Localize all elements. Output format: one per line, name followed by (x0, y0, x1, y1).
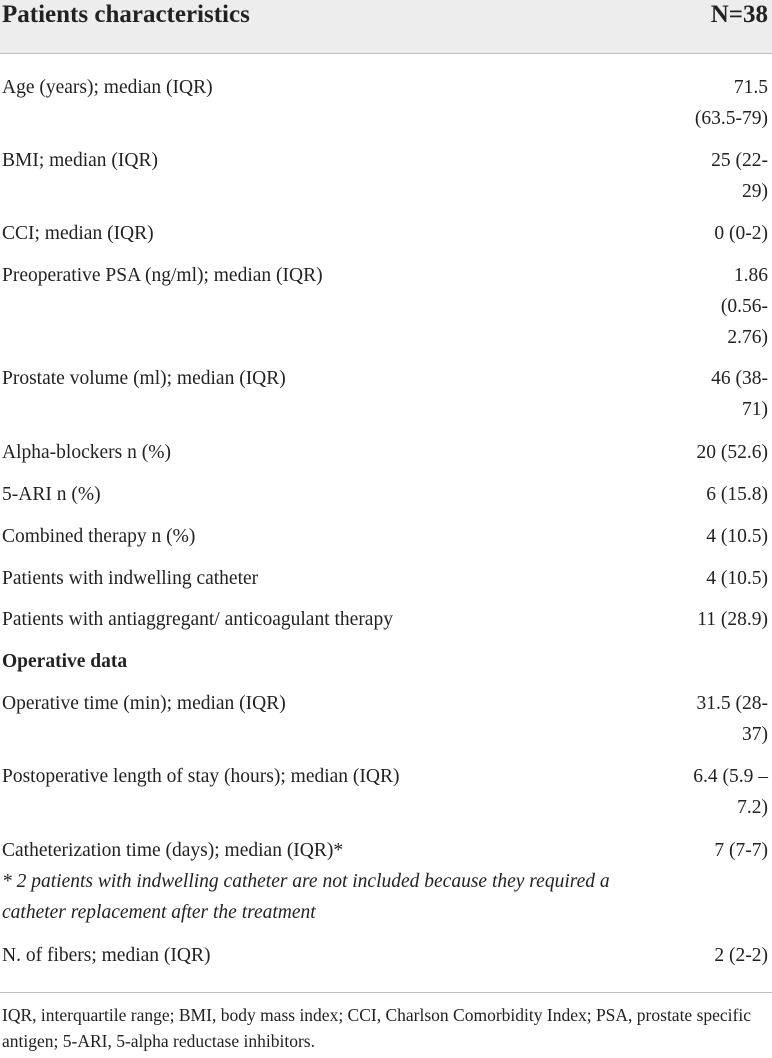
row-label: 5-ARI n (%) (2, 484, 101, 505)
table-bottom-rule (0, 992, 772, 993)
row-value: 7 (7-7) (714, 840, 768, 861)
row-label: Age (years); median (IQR) (2, 77, 213, 98)
row-label: Postoperative length of stay (hours); median (IQR) (2, 766, 400, 787)
row-value: 1.86 (0.56- 2.76) (720, 265, 768, 348)
row-value: 6 (15.8) (706, 484, 768, 505)
row-value: 0 (0-2) (714, 223, 768, 244)
row-label: Prostate volume (ml); median (IQR) (2, 368, 286, 389)
row-value: 31.5 (28- 37) (696, 693, 768, 745)
row-label: Patients with antiaggregant/ anticoagulant therapy (2, 609, 393, 630)
row-label: Combined therapy n (%) (2, 526, 196, 547)
row-label: Patients with indwelling catheter (2, 568, 259, 589)
row-value: 71.5 (63.5-79) (694, 77, 768, 129)
row-value: 25 (22- 29) (711, 150, 768, 202)
row-label: Preoperative PSA (ng/ml); median (IQR) (2, 265, 323, 286)
row-label: Operative time (min); median (IQR) (2, 693, 286, 714)
row-value: 11 (28.9) (697, 609, 768, 630)
catheter-note: * 2 patients with indwelling catheter are not included because they required a catheter replacement after the treatment (2, 871, 610, 923)
row-label: Catheterization time (days); median (IQR)* (2, 840, 344, 861)
row-value: 4 (10.5) (706, 568, 768, 589)
table-footnote: IQR, interquartile range; BMI, body mass index; CCI, Charlson Comorbidity Index; PSA, prostate specific antigen; 5-ARI, 5-alpha reductase inhibitors. (2, 1005, 751, 1051)
header-label: Patients characteristics (2, 1, 250, 28)
table-header (0, 0, 772, 54)
row-label: BMI; median (IQR) (2, 150, 158, 171)
row-value: 20 (52.6) (696, 442, 768, 463)
section-heading: Operative data (2, 651, 128, 672)
row-value: 4 (10.5) (706, 526, 768, 547)
row-label: CCI; median (IQR) (2, 223, 154, 244)
row-label: N. of fibers; median (IQR) (2, 945, 211, 966)
row-label: Alpha-blockers n (%) (2, 442, 171, 463)
row-value: 2 (2-2) (714, 945, 768, 966)
row-value: 46 (38- 71) (711, 368, 768, 420)
row-value: 6.4 (5.9 – 7.2) (693, 766, 768, 818)
header-value: N=38 (710, 1, 768, 28)
